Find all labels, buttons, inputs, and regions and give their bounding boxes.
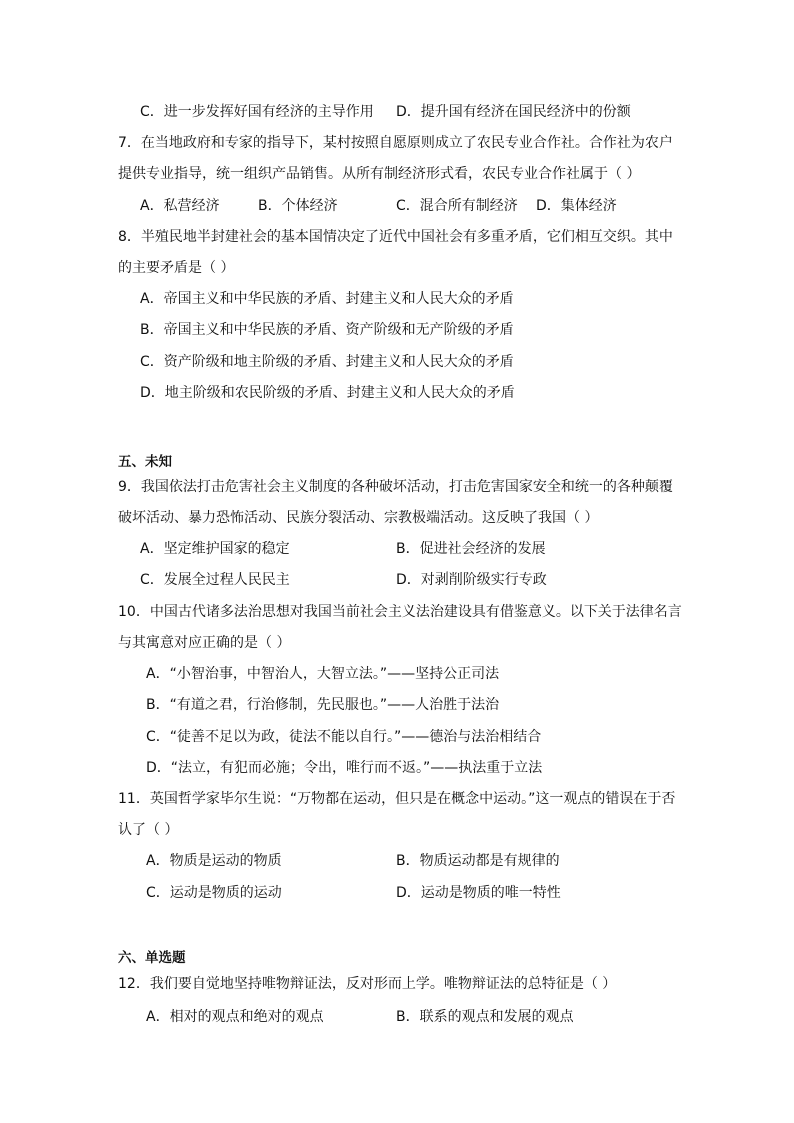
q9-stem-line2: 破坏活动、暴力恐怖活动、民族分裂活动、宗教极端活动。这反映了我国（ ） bbox=[118, 510, 599, 526]
q8-option-c: C．资产阶级和地主阶级的矛盾、封建主义和人民大众的矛盾 bbox=[140, 354, 514, 370]
q7-option-c: C．混合所有制经济 bbox=[396, 198, 518, 214]
q10-stem-line1: 10．中国古代诸多法治思想对我国当前社会主义法治建设具有借鉴意义。以下关于法律名言 bbox=[118, 604, 682, 620]
q12-option-a: A．相对的观点和绝对的观点 bbox=[146, 1009, 324, 1025]
section-heading-unknown: 五、未知 bbox=[118, 454, 172, 470]
q8-stem-line2: 的主要矛盾是（ ） bbox=[118, 260, 235, 276]
q8-option-b: B．帝国主义和中华民族的矛盾、资产阶级和无产阶级的矛盾 bbox=[140, 322, 514, 338]
q7-stem-line1: 7．在当地政府和专家的指导下，某村按照自愿原则成立了农民专业合作社。合作社为农户 bbox=[118, 135, 673, 151]
q6-option-c: C．进一步发挥好国有经济的主导作用 bbox=[140, 104, 374, 120]
q11-option-a: A．物质是运动的物质 bbox=[146, 853, 282, 869]
q10-option-d: D．“法立，有犯而必施；令出，唯行而不返。”——执法重于立法 bbox=[146, 760, 543, 776]
q11-option-c: C．运动是物质的运动 bbox=[146, 885, 282, 901]
q12-stem-line1: 12．我们要自觉地坚持唯物辩证法，反对形而上学。唯物辩证法的总特征是（ ） bbox=[118, 976, 617, 992]
q7-stem-line2: 提供专业指导，统一组织产品销售。从所有制经济形式看，农民专业合作社属于（ ） bbox=[118, 166, 641, 182]
q8-option-a: A．帝国主义和中华民族的矛盾、封建主义和人民大众的矛盾 bbox=[140, 291, 514, 307]
q6-option-d: D．提升国有经济在国民经济中的份额 bbox=[396, 104, 631, 120]
q11-stem-line2: 认了（ ） bbox=[118, 822, 179, 838]
q9-option-d: D．对剥削阶级实行专政 bbox=[396, 572, 547, 588]
q9-stem-line1: 9．我国依法打击危害社会主义制度的各种破坏活动，打击危害国家安全和统一的各种颠覆 bbox=[118, 479, 673, 495]
q9-option-c: C．发展全过程人民民主 bbox=[140, 572, 290, 588]
q9-option-b: B．促进社会经济的发展 bbox=[396, 541, 546, 557]
section-heading-single-choice: 六、单选题 bbox=[118, 950, 186, 966]
q11-option-d: D．运动是物质的唯一特性 bbox=[396, 885, 561, 901]
q8-stem-line1: 8．半殖民地半封建社会的基本国情决定了近代中国社会有多重矛盾，它们相互交织。其中 bbox=[118, 229, 673, 245]
q12-option-b: B．联系的观点和发展的观点 bbox=[396, 1009, 574, 1025]
q7-option-d: D．集体经济 bbox=[536, 198, 617, 214]
q8-option-d: D．地主阶级和农民阶级的矛盾、封建主义和人民大众的矛盾 bbox=[140, 385, 515, 401]
q11-stem-line1: 11．英国哲学家毕尔生说：“万物都在运动，但只是在概念中运动。”这一观点的错误在于否 bbox=[118, 791, 676, 807]
q7-option-a: A．私营经济 bbox=[140, 198, 220, 214]
q10-option-b: B．“有道之君，行治修制，先民服也。”——人治胜于法治 bbox=[146, 697, 500, 713]
q10-option-c: C．“徒善不足以为政，徒法不能以自行。”——德治与法治相结合 bbox=[146, 729, 542, 745]
q10-option-a: A．“小智治事，中智治人，大智立法。”——坚持公正司法 bbox=[146, 666, 500, 682]
q10-stem-line2: 与其寓意对应正确的是（ ） bbox=[118, 635, 291, 651]
q7-option-b: B．个体经济 bbox=[258, 198, 338, 214]
q11-option-b: B．物质运动都是有规律的 bbox=[396, 853, 560, 869]
q9-option-a: A．坚定维护国家的稳定 bbox=[140, 541, 290, 557]
